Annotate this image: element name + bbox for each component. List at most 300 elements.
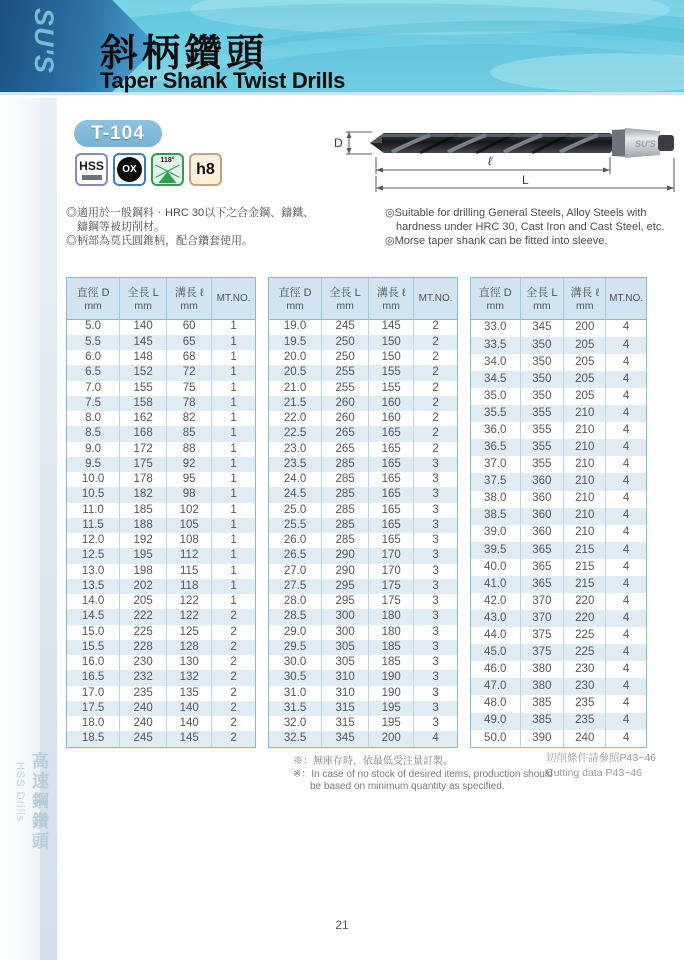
table-cell: 2 [432,381,439,394]
table-row [269,594,457,609]
table-cell: 68 [167,350,212,365]
table-cell: 2 [230,717,237,730]
table-row [269,579,457,594]
footnote-line-zh: ※：無庫存時，依最低受注量訂製。 [293,756,453,767]
table-cell: 7.0 [67,381,120,396]
table-cell: 4 [622,509,630,522]
table-cell: 115 [167,564,212,579]
diameter-label: D [334,136,343,150]
table-cell: 4 [622,475,630,488]
page-title-chinese: 斜柄鑽頭 [100,30,269,75]
table-cell: 20.0 [269,350,322,365]
table-row [67,426,255,441]
notes-chinese [66,206,366,248]
table-cell: 17.5 [67,701,120,716]
table-row [269,670,457,685]
table-cell: 35.0 [471,388,520,405]
table-cell: 35.5 [471,405,520,422]
table-cell: 345 [520,319,564,337]
table-cell: 1 [230,595,237,608]
table-row [67,503,255,518]
table-cell: 200 [369,731,414,747]
table-cell: 2 [230,671,237,684]
table-cell: 1 [230,534,237,547]
table-cell: 88 [167,442,212,457]
table-cell: 380 [520,678,564,695]
table-row [67,319,255,335]
table-row [67,442,255,457]
col-header-flute-length: 溝長 ℓ mm [564,278,606,319]
table-cell: 2 [230,625,237,638]
table-row [67,594,255,609]
hss-badge-bar [82,175,102,180]
table-cell: 85 [167,426,212,441]
table-row [269,335,457,350]
table-cell: 19.0 [269,319,322,335]
table-cell: 290 [322,548,369,563]
table-row [67,548,255,563]
table-cell: 385 [520,695,564,712]
oxide-finish-badge [113,153,146,186]
table-cell: 1 [230,473,237,486]
table-cell: 112 [167,548,212,563]
table-cell: 21.0 [269,381,322,396]
table-cell: 108 [167,533,212,548]
table-cell: 95 [167,472,212,487]
table-cell: 5.5 [67,335,120,350]
table-cell: 390 [520,730,564,747]
table-cell: 4 [622,663,630,676]
table-row [471,388,646,405]
table-row [67,396,255,411]
table-body [67,319,255,747]
table-cell: 198 [120,564,167,579]
note-line: 鑄鋼等被切削材。 [77,221,165,233]
table-cell: 155 [369,381,414,396]
table-cell: 13.5 [67,579,120,594]
table-cell: 305 [322,640,369,655]
table-cell: 228 [120,640,167,655]
table-cell: 8.0 [67,411,120,426]
table-cell: 182 [120,487,167,502]
cutting-note-en: Cutting data P43~46 [546,767,643,779]
table-cell: 265 [322,426,369,441]
table-cell: 2 [230,656,237,669]
table-cell: 210 [564,473,606,490]
table-cell: 195 [369,701,414,716]
table-row [269,503,457,518]
table-cell: 165 [369,457,414,472]
sidebar-category-chinese: 高速鋼鑽頭 [29,752,48,852]
table-cell: 60 [167,319,212,335]
table-cell: 188 [120,518,167,533]
table-cell: 355 [520,456,564,473]
table-row [269,381,457,396]
table-row [67,518,255,533]
table-row [269,426,457,441]
table-cell: 2 [432,427,439,440]
table-cell: 3 [432,640,439,653]
table-cell: 1 [230,427,237,440]
table-cell: 210 [564,456,606,473]
table-row [269,365,457,380]
table-cell: 205 [564,337,606,354]
table-row [67,472,255,487]
table-cell: 310 [322,686,369,701]
table-cell: 4 [622,611,630,624]
table-cell: 255 [322,365,369,380]
flute-length-label: ℓ [488,154,492,168]
table-cell: 24.5 [269,487,322,502]
page-number: 21 [335,918,349,932]
table-cell: 3 [432,717,439,730]
table-cell: 240 [120,716,167,731]
table-cell: 355 [520,439,564,456]
table-cell: 200 [564,319,606,337]
table-cell: 145 [120,335,167,350]
table-cell: 42.0 [471,593,520,610]
table-cell: 45.0 [471,644,520,661]
table-cell: 1 [230,488,237,501]
table-cell: 4 [622,714,630,727]
col-header-overall-length: 全長 L mm [322,278,369,319]
cutting-note-zh: 切削條件請參照P43~46 [546,752,656,764]
col-header-mt-no: MT.NO. [414,278,457,319]
table-cell: 82 [167,411,212,426]
table-cell: 168 [120,426,167,441]
table-cell: 2 [230,640,237,653]
table-cell: 380 [520,661,564,678]
table-row [67,686,255,701]
table-row [471,319,646,337]
table-row [67,487,255,502]
table-cell: 98 [167,487,212,502]
table-cell: 37.5 [471,473,520,490]
table-cell: 350 [520,354,564,371]
table-cell: 102 [167,503,212,518]
table-row [471,337,646,354]
table-body [269,319,457,747]
table-cell: 25.0 [269,503,322,518]
table-cell: 3 [432,518,439,531]
table-cell: 4 [622,355,630,368]
table-cell: 5.0 [67,319,120,335]
table-cell: 31.0 [269,686,322,701]
table-row [471,713,646,730]
table-row [67,731,255,747]
table-cell: 160 [369,411,414,426]
table-cell: 3 [432,625,439,638]
table-cell: 140 [167,716,212,731]
table-cell: 10.0 [67,472,120,487]
table-row [269,716,457,731]
table-cell: 365 [520,559,564,576]
sidebar-category-english: HSS Drills [14,762,26,823]
table-cell: 360 [520,508,564,525]
table-cell: 118 [167,579,212,594]
table-cell: 295 [322,579,369,594]
table-cell: 6.0 [67,350,120,365]
table-row [269,487,457,502]
table-cell: 4 [622,338,630,351]
table-row [269,396,457,411]
table-cell: 75 [167,381,212,396]
table-cell: 192 [120,533,167,548]
table-cell: 4 [622,680,630,693]
table-cell: 14.0 [67,594,120,609]
table-cell: 162 [120,411,167,426]
table-cell: 230 [564,678,606,695]
table-cell: 2 [230,610,237,623]
table-cell: 78 [167,396,212,411]
table-cell: 1 [230,320,237,333]
table-cell: 2 [432,396,439,409]
table-cell: 4 [622,492,630,505]
table-cell: 1 [230,366,237,379]
table-header-row [67,278,255,319]
table-cell: 265 [322,442,369,457]
table-cell: 2 [432,412,439,425]
table-cell: 195 [120,548,167,563]
table-header-row [269,278,457,319]
table-cell: 360 [520,525,564,542]
table-cell: 4 [622,526,630,539]
table-row [269,533,457,548]
col-header-mt-no: MT.NO. [212,278,255,319]
table-row [471,610,646,627]
table-cell: 4 [622,697,630,710]
table-row [67,533,255,548]
table-cell: 15.0 [67,625,120,640]
table-cell: 3 [432,701,439,714]
table-row [269,350,457,365]
table-cell: 285 [322,533,369,548]
table-cell: 215 [564,559,606,576]
table-cell: 10.5 [67,487,120,502]
table-cell: 28.0 [269,594,322,609]
table-cell: 4 [432,732,439,745]
table-cell: 210 [564,422,606,439]
table-cell: 170 [369,564,414,579]
table-cell: 32.5 [269,731,322,747]
table-cell: 250 [322,335,369,350]
table-cell: 225 [564,627,606,644]
table-row [269,319,457,335]
table-row [471,491,646,508]
table-row [269,548,457,563]
table-row [471,508,646,525]
table-row [471,678,646,695]
table-cell: 7.5 [67,396,120,411]
table-cell: 355 [520,422,564,439]
table-cell: 195 [369,716,414,731]
table-cell: 365 [520,542,564,559]
header-band [0,0,684,95]
hss-material-badge [75,153,108,186]
table-cell: 3 [432,473,439,486]
table-cell: 370 [520,610,564,627]
table-row [471,371,646,388]
table-cell: 3 [432,595,439,608]
table-cell: 29.5 [269,640,322,655]
table-cell: 250 [322,350,369,365]
col-header-diameter: 直徑 D mm [67,278,120,319]
table-row [67,625,255,640]
table-cell: 215 [564,542,606,559]
sidebar-category [14,752,51,852]
table-row [471,576,646,593]
table-cell: 4 [622,731,630,744]
table-cell: 155 [369,365,414,380]
table-cell: 18.5 [67,731,120,747]
table-row [67,655,255,670]
table-cell: 16.5 [67,670,120,685]
table-cell: 260 [322,411,369,426]
table-cell: 50.0 [471,730,520,747]
table-cell: 16.0 [67,655,120,670]
table-cell: 210 [564,525,606,542]
table-cell: 178 [120,472,167,487]
table-cell: 19.5 [269,335,322,350]
table-cell: 11.0 [67,503,120,518]
table-cell: 22.0 [269,411,322,426]
table-cell: 4 [622,424,630,436]
table-cell: 1 [230,503,237,516]
table-cell: 33.0 [471,319,520,337]
col-header-flute-length: 溝長 ℓ mm [369,278,414,319]
table-cell: 2 [230,701,237,714]
table-cell: 215 [564,576,606,593]
table-cell: 29.0 [269,625,322,640]
table-cell: 2 [432,335,439,348]
table-cell: 25.5 [269,518,322,533]
table-cell: 37.0 [471,456,520,473]
table-cell: 3 [432,671,439,684]
hss-badge-label: HSS [79,158,104,173]
table-cell: 1 [230,518,237,531]
col-header-overall-length: 全長 L mm [520,278,564,319]
table-row [67,564,255,579]
table-cell: 365 [520,576,564,593]
table-cell: 132 [167,670,212,685]
table-cell: 92 [167,457,212,472]
table-cell: 345 [322,731,369,747]
table-cell: 315 [322,701,369,716]
table-cell: 385 [520,713,564,730]
table-cell: 285 [322,487,369,502]
table-cell: 222 [120,609,167,624]
table-cell: 65 [167,335,212,350]
table-cell: 300 [322,625,369,640]
footnote-line-en: ※：In case of no stock of desired items, production should [293,768,553,780]
table-cell: 130 [167,655,212,670]
table-cell: 148 [120,350,167,365]
table-cell: 152 [120,365,167,380]
table-cell: 44.0 [471,627,520,644]
table-cell: 370 [520,593,564,610]
table-cell: 165 [369,503,414,518]
table-cell: 4 [622,628,630,641]
table-row [67,350,255,365]
table-cell: 1 [230,351,237,364]
table-cell: 9.0 [67,442,120,457]
table-cell: 4 [622,389,630,402]
page-title-english: Taper Shank Twist Drills [100,68,346,93]
table-row [471,542,646,559]
col-header-diameter: 直徑 D mm [269,278,322,319]
table-cell: 225 [120,625,167,640]
table-cell: 21.5 [269,396,322,411]
notes-english [385,206,675,248]
table-cell: 3 [432,534,439,547]
table-row [471,405,646,422]
table-cell: 145 [369,319,414,335]
table-cell: 41.0 [471,576,520,593]
table-cell: 27.0 [269,564,322,579]
table-cell: 360 [520,491,564,508]
table-cell: 305 [322,655,369,670]
table-cell: 220 [564,593,606,610]
table-row [269,564,457,579]
brand-logo: SU'S [29,8,59,74]
table-row [269,686,457,701]
table-row [67,579,255,594]
table-cell: 150 [369,350,414,365]
table-cell: 3 [432,564,439,577]
table-cell: 260 [322,396,369,411]
table-cell: 18.0 [67,716,120,731]
table-cell: 350 [520,388,564,405]
col-header-diameter: 直徑 D mm [471,278,520,319]
shank-brand-mark: SU'S [635,139,656,149]
table-cell: 4 [622,372,630,385]
table-cell: 170 [369,548,414,563]
footnote-line-en: be based on minimum quantity as specified. [310,781,505,792]
table-cell: 165 [369,487,414,502]
table-cell: 3 [432,579,439,592]
table-row [471,661,646,678]
table-cell: 3 [432,686,439,699]
table-cell: 1 [230,381,237,394]
table-cell: 240 [120,701,167,716]
table-cell: 28.5 [269,609,322,624]
table-row [67,670,255,685]
table-cell: 1 [230,549,237,562]
table-cell: 235 [120,686,167,701]
table-cell: 225 [564,644,606,661]
table-row [67,335,255,350]
table-row [471,559,646,576]
table-cell: 17.0 [67,686,120,701]
table-cell: 122 [167,594,212,609]
table-cell: 185 [369,640,414,655]
table-cell: 285 [322,518,369,533]
table-cell: 4 [622,594,630,607]
table-cell: 190 [369,686,414,701]
table-cell: 185 [369,655,414,670]
table-cell: 26.0 [269,533,322,548]
table-cell: 315 [322,716,369,731]
note-line: ◎柄部為莫氏圓錐柄，配合鑽套使用。 [66,235,253,247]
table-row [471,593,646,610]
table-cell: 232 [120,670,167,685]
table-cell: 2 [230,732,237,745]
tolerance-badge [189,153,222,186]
table-cell: 355 [520,405,564,422]
table-cell: 190 [369,670,414,685]
table-cell: 220 [564,610,606,627]
point-angle-label: 118° [160,157,175,164]
